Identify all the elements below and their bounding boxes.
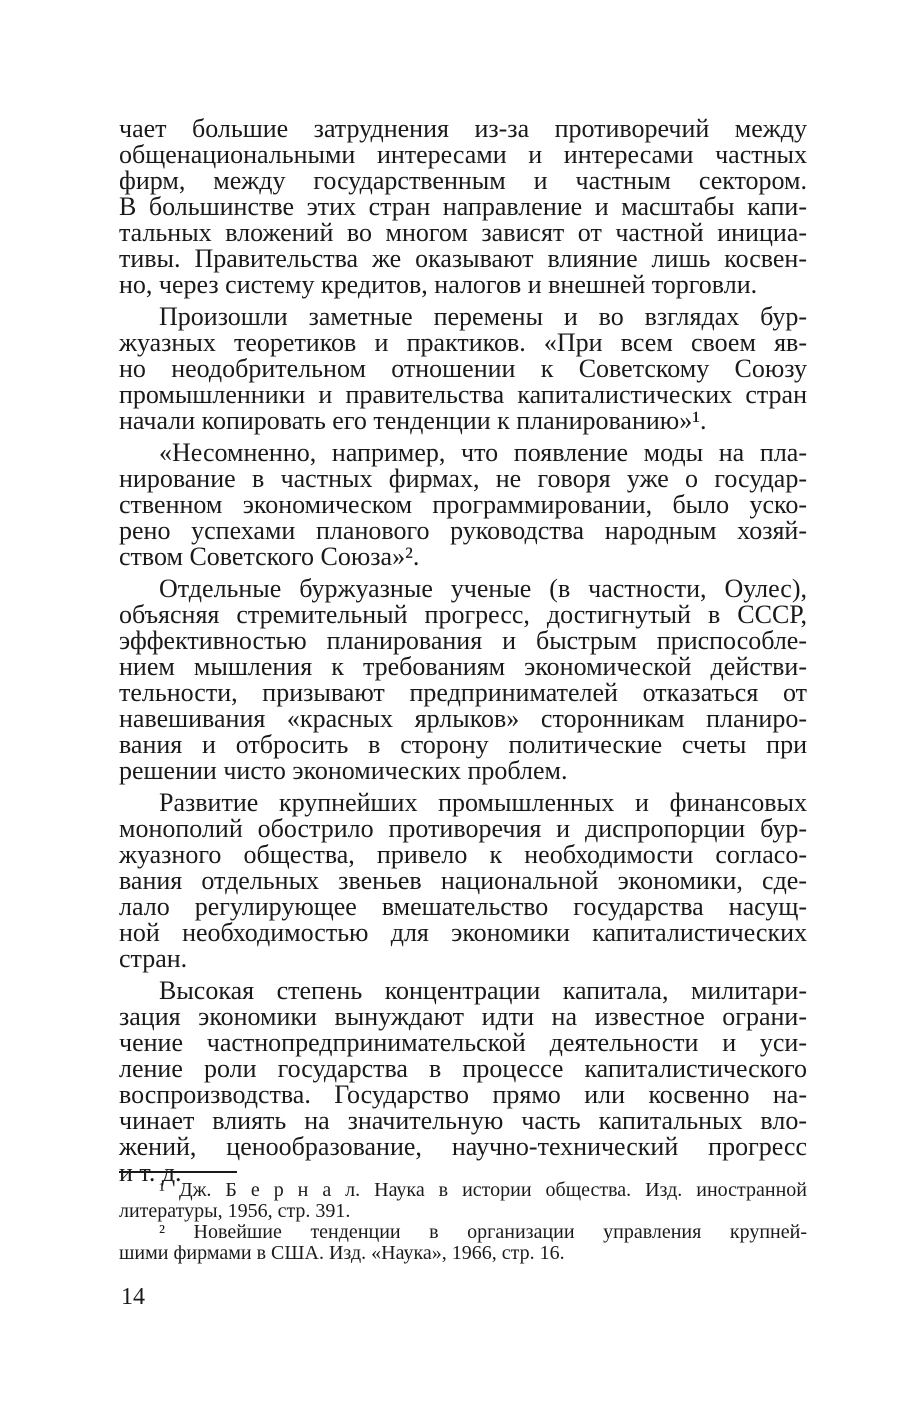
text-line: навешивания «красных ярлыков» сторонникам планиро- <box>119 704 807 733</box>
text-line: ственном экономическом программировании, было уско- <box>119 490 807 519</box>
paragraph <box>119 978 807 1186</box>
paragraph <box>119 116 807 298</box>
footnote-line: шими фирмами в США. Изд. «Наука», 1966, стр. 16. <box>119 1242 565 1264</box>
text-line: лало регулирующее вмешательство государства насущ- <box>119 892 807 921</box>
text-line: ством Советского Союза»². <box>119 542 420 571</box>
text-line: ной необходимостью для экономики капиталистических <box>119 918 807 947</box>
paragraph <box>119 576 807 784</box>
text-line: но неодобрительном отношении к Советскому Союзу <box>119 354 807 383</box>
text-line: монополий обострило противоречия и диспропорции бур- <box>119 814 807 843</box>
text-line: вания и отбросить в сторону политические счеты при <box>119 730 807 759</box>
footnotes <box>119 1180 807 1264</box>
text-line: объясняя стремительный прогресс, достигнутый в СССР, <box>119 600 807 629</box>
paragraph <box>119 790 807 972</box>
text-line: чение частнопредпринимательской деятельности и уси- <box>119 1028 807 1057</box>
text-line: фирм, между государственным и частным сектором. <box>119 166 807 195</box>
paragraph <box>119 440 807 570</box>
footnote-line: ¹ Дж. Б е р н а л. Наука в истории общества. Изд. иностранной <box>159 1179 807 1201</box>
footnote <box>119 1222 807 1264</box>
text-line: жуазного общества, привело к необходимости согласо- <box>119 840 807 869</box>
text-line: эффективностью планирования и быстрым приспособле- <box>119 626 807 655</box>
text-line: тальных вложений во многом зависят от частной инициа- <box>119 218 807 247</box>
text-line: и т. д. <box>119 1158 182 1187</box>
text-line: чает большие затруднения из-за противоречий между <box>119 114 807 143</box>
text-line: тельности, призывают предпринимателей отказаться от <box>119 678 807 707</box>
footnote-line: ² Новейшие тенденции в организации управления крупней- <box>159 1221 807 1243</box>
text-line: общенациональными интересами и интересами частных <box>119 140 807 169</box>
text-line: жений, ценообразование, научно-технический прогресс <box>119 1132 807 1161</box>
text-line: воспроизводства. Государство прямо или косвенно на- <box>119 1080 807 1109</box>
body-text <box>119 116 807 1186</box>
text-line: но, через систему кредитов, налогов и внешней торговли. <box>119 270 758 299</box>
text-line: Произошли заметные перемены и во взглядах бур- <box>159 302 807 331</box>
text-line: решении чисто экономических проблем. <box>119 756 568 785</box>
text-line: Высокая степень концентрации капитала, милитари- <box>159 976 807 1005</box>
text-line: нием мышления к требованиям экономической действи- <box>119 652 807 681</box>
page-number: 14 <box>121 1284 145 1310</box>
text-line: вания отдельных звеньев национальной экономики, сде- <box>119 866 807 895</box>
footnote <box>119 1180 807 1222</box>
text-line: Развитие крупнейших промышленных и финансовых <box>159 788 807 817</box>
text-line: жуазных теоретиков и практиков. «При всем своем яв- <box>119 328 807 357</box>
text-line: стран. <box>119 944 188 973</box>
text-line: нирование в частных фирмах, не говоря уже о государ- <box>119 464 807 493</box>
footnote-line: литературы, 1956, стр. 391. <box>119 1200 351 1222</box>
text-line: Отдельные буржуазные ученые (в частности, Оулес), <box>159 574 807 603</box>
paragraph <box>119 304 807 434</box>
text-line: чинает влиять на значительную часть капитальных вло- <box>119 1106 807 1135</box>
text-line: зация экономики вынуждают идти на известное ограни- <box>119 1002 807 1031</box>
text-line: промышленники и правительства капиталистических стран <box>119 380 807 409</box>
text-line: «Несомненно, например, что появление моды на пла- <box>159 438 807 467</box>
text-line: начали копировать его тенденции к планированию»¹. <box>119 406 707 435</box>
footnote-rule <box>119 1171 237 1173</box>
text-line: тивы. Правительства же оказывают влияние лишь косвен- <box>119 244 807 273</box>
text-line: ление роли государства в процессе капиталистического <box>119 1054 807 1083</box>
text-line: рено успехами планового руководства народным хозяй- <box>119 516 807 545</box>
text-line: В большинстве этих стран направление и масштабы капи- <box>119 192 807 221</box>
